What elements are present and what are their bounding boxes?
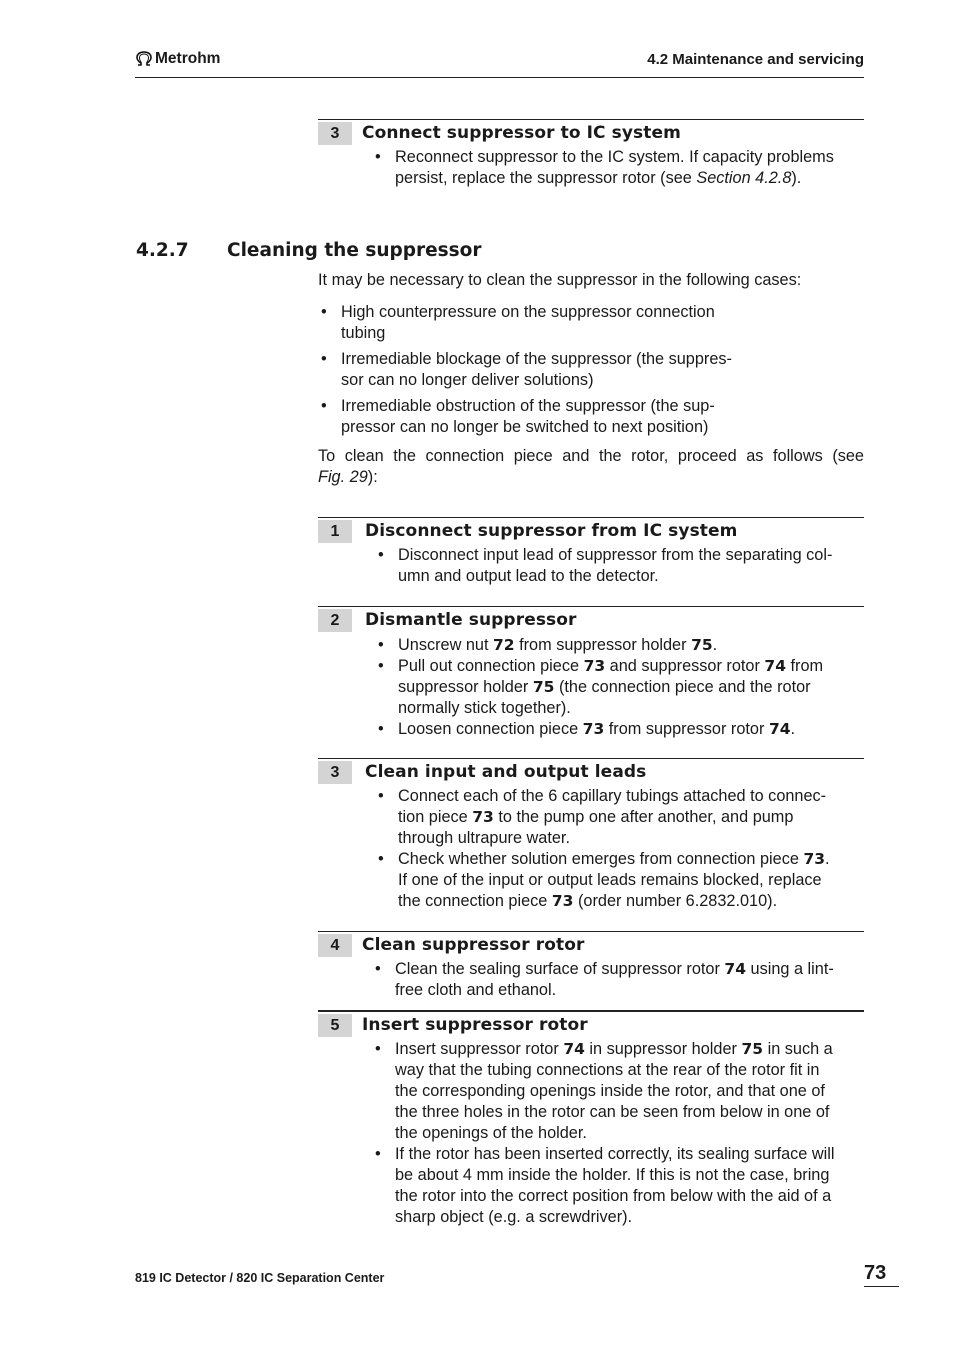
part-number: 72: [493, 636, 515, 654]
list-item: • Irremediable obstruction of the suppressor (the sup- pressor can no longer be switched to next position): [318, 396, 778, 438]
footer-product-name: 819 IC Detector / 820 IC Separation Center: [135, 1271, 385, 1285]
list-item: • Pull out connection piece 73 and suppressor rotor 74 from suppressor holder 75 (the connection piece and the rotor normally stick together).: [375, 656, 870, 719]
step-title: Clean suppressor rotor: [362, 935, 585, 955]
step-number: 4: [318, 934, 352, 957]
list-item: • High counterpressure on the suppressor connection tubing: [318, 302, 778, 344]
part-number: 74: [724, 960, 746, 978]
part-number: 74: [764, 657, 786, 675]
step-number: 2: [318, 609, 352, 632]
page-number-underline: [864, 1286, 899, 1287]
part-number: 74: [563, 1040, 585, 1058]
list-item: • Connect each of the 6 capillary tubings attached to connec- tion piece 73 to the pump one after another, and pump through ultrapure water.: [375, 786, 870, 849]
step-number: 5: [318, 1014, 352, 1037]
metrohm-omega-icon: [135, 51, 153, 67]
list-item: • Loosen connection piece 73 from suppressor rotor 74.: [375, 719, 870, 740]
page-number: 73: [864, 1262, 887, 1284]
cross-reference: Section 4.2.8: [696, 169, 792, 187]
step-title: Insert suppressor rotor: [362, 1015, 588, 1035]
list-item: • If the rotor has been inserted correctly, its sealing surface will be about 4 mm inside the holder. If this is not the case, bring the rotor into the correct position from below with the aid of a sharp object (e.g. a screwdriver).: [372, 1144, 867, 1228]
list-item: • Insert suppressor rotor 74 in suppressor holder 75 in such a way that the tubing connections at the rear of the rotor fit in the corresponding openings inside the rotor, and that one of the three holes in the rotor can be seen from below in one of the openings of the holder.: [372, 1039, 867, 1144]
figure-reference: Fig. 29: [318, 468, 368, 486]
part-number: 75: [691, 636, 713, 654]
brand-logo: [135, 50, 220, 68]
procedure-intro: To clean the connection piece and the rotor, proceed as follows (see Fig. 29):: [318, 447, 864, 486]
step-title: Connect suppressor to IC system: [362, 123, 681, 143]
part-number: 75: [741, 1040, 764, 1058]
running-header-section: 4.2 Maintenance and servicing: [647, 51, 864, 68]
step-bullets: [375, 635, 870, 740]
step-bullets: [372, 959, 867, 1001]
part-number: 73: [551, 892, 574, 910]
list-item: • Irremediable blockage of the suppressor (the suppres- sor can no longer deliver solutions): [318, 349, 778, 391]
list-item: • Reconnect suppressor to the IC system. If capacity problems persist, replace the suppressor rotor (see Section 4.2.8).: [372, 147, 867, 189]
step-bullets: [372, 147, 867, 189]
list-item: • Check whether solution emerges from connection piece 73. If one of the input or output leads remains blocked, replace the connection piece 73 (order number 6.2832.010).: [375, 849, 870, 912]
part-number: 73: [472, 808, 494, 826]
part-number: 75: [532, 678, 555, 696]
step-number: 3: [318, 122, 352, 145]
step-header-disconnect: [318, 517, 864, 544]
cases-list: [318, 302, 778, 443]
step-title: Disconnect suppressor from IC system: [365, 521, 738, 541]
part-number: 74: [768, 720, 791, 738]
part-number: 73: [803, 850, 826, 868]
step-header-dismantle: [318, 606, 864, 633]
list-item: • Disconnect input lead of suppressor from the separating col- umn and output lead to the detector.: [375, 545, 870, 587]
header-divider: [135, 77, 864, 78]
step-header-clean-leads: [318, 758, 864, 785]
part-number: 73: [583, 657, 606, 675]
brand-name: Metrohm: [155, 50, 221, 67]
section-heading: [136, 240, 482, 261]
intro-paragraph: It may be necessary to clean the suppressor in the following cases:: [318, 271, 802, 289]
section-title: Cleaning the suppressor: [227, 240, 482, 261]
step-bullets: [375, 786, 870, 912]
section-number: 4.2.7: [136, 240, 189, 261]
list-item: • Unscrew nut 72 from suppressor holder 75.: [375, 635, 870, 656]
step-number: 3: [318, 761, 352, 784]
part-number: 73: [582, 720, 605, 738]
step-title: Dismantle suppressor: [365, 610, 577, 630]
step-number: 1: [318, 520, 352, 543]
list-item: • Clean the sealing surface of suppressor rotor 74 using a lint- free cloth and ethanol.: [372, 959, 867, 1001]
step-header-insert-rotor: [318, 1010, 864, 1038]
step-header-clean-rotor: [318, 931, 864, 958]
step-bullets: [375, 545, 870, 587]
step-header-connect: [318, 119, 864, 146]
step-bullets: [372, 1039, 867, 1228]
step-title: Clean input and output leads: [365, 762, 647, 782]
